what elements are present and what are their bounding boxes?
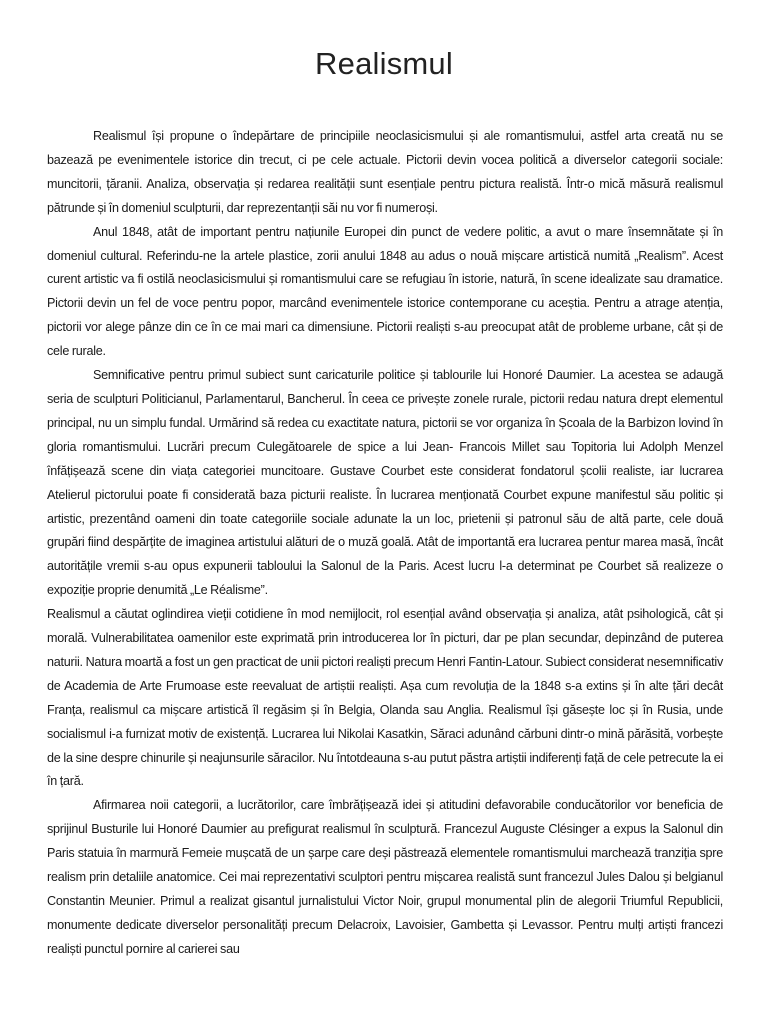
paragraph-4: Realismul a căutat oglindirea vieții cotidiene în mod nemijlocit, rol esențial având observația și analiza, atât psihologică, cât și morală. Vulnerabilitatea oamenilor este exprimată prin introducerea lor în picturi, dar pe plan secundar, depinzând de puterea naturii. Natura moartă a fost un gen practicat de unii pictori realiști precum Henri Fantin-Latour. Subiect considerat nesemnificativ de Academia de Arte Frumoase este reevaluat de artiștii realiști. Așa cum revoluția de la 1848 s-a extins și în alte țări decât Franța, realismul ca mișcare artistică îl regăsim și în Belgia, Olanda sau Anglia. Realismul își găsește loc și în Rusia, unde socialismul i-a furnizat motiv de existență. Lucrarea lui Nikolai Kasatkin, Săraci adunând cărbuni dintr-o mină părăsită, vorbește de la sine despre chinurile și neajunsurile săracilor. Nu întotdeauna s-au putut păstra artiștii indiferenți față de cele petrecute la ei în țară. xyxy=(47,607,723,789)
page-title: Realismul xyxy=(315,46,453,81)
document-body xyxy=(47,125,723,962)
paragraph-1: Realismul își propune o îndepărtare de principiile neoclasicismului și ale romantismului, astfel arta creată nu se bazează pe evenimentele istorice din trecut, ci pe cele actuale. Pictorii devin vocea politică a diverselor categorii sociale: muncitorii, țăranii. Analiza, observația și redarea realității sunt esențiale pentru pictura realistă. Într-o mică măsură realismul pătrunde și în domeniul sculpturii, dar reprezentanții săi nu vor fi numeroși. xyxy=(47,129,723,215)
paragraph-5: Afirmarea noii categorii, a lucrătorilor, care îmbrățișează idei și atitudini defavorabile conducătorilor vor beneficia de sprijinul Busturile lui Honoré Daumier au prefigurat realismul în sculptură. Francezul Auguste Clésinger a expus la Salonul din Paris statuia în marmură Femeie mușcată de un șarpe care deși păstrează elementele romantismului marchează tranziția spre realism prin detaliile anatomice. Cei mai reprezentativi sculptori pentru mișcarea realistă sunt francezul Jules Dalou și belgianul Constantin Meunier. Primul a realizat gisantul jurnalistului Victor Noir, grupul monumental plin de alegorii Triumful Republicii, monumente dedicate diverselor personalități precum Delacroix, Lavoisier, Gambetta și Levassor. Pentru mulți artiști francezi realiști punctul pornire al carierei sau xyxy=(47,798,723,956)
paragraph-2: Anul 1848, atât de important pentru națiunile Europei din punct de vedere politic, a avut o mare însemnătate și în domeniul cultural. Referindu-ne la artele plastice, zorii anului 1848 au adus o nouă mișcare artistică numită „Realism”. Acest curent artistic va fi ostilă neoclasicismului și romantismului care se refugiau în istorie, natură, în scene idealizate sau dramatice. Pictorii devin un fel de voce pentru popor, marcând evenimentele istorice contemporane cu aceștia. Pentru a atrage atenția, pictorii vor alege pânze din ce în ce mai mari ca dimensiune. Pictorii realiști s-au preocupat atât de probleme urbane, cât și de cele rurale. xyxy=(47,224,723,359)
paragraph-3: Semnificative pentru primul subiect sunt caricaturile politice și tablourile lui Honoré Daumier. La acestea se adaugă seria de sculpturi Politicianul, Parlamentarul, Bancherul. În ceea ce privește zonele rurale, pictorii redau natura drept elementul principal, nu un simplu fundal. Urmărind să redea cu exactitate natura, pictorii se vor organiza în Școala de la Barbizon lovind în gloria romantismului. Lucrări precum Culegătoarele de spice a lui Jean- Francois Millet sau Topitoria lui Adolph Menzel înfățișează scene din viața categoriei muncitoare. Gustave Courbet este considerat fondatorul școlii realiste, iar lucrarea Atelierul pictorului poate fi considerată baza picturii realiste. În lucrarea menționată Courbet expune manifestul său politic și artistic, prezentând oameni din toate categoriile sociale adunate la un loc, prietenii și patronul său de altă parte, cele două grupări fiind despărțite de imaginea artistului alături de o muză goală. Atât de importantă era lucrarea pentur marea masă, încât autoritățile vremii s-au opus expunerii tabloului la Salonul de la Paris. Acest lucru l-a determinat pe Courbet să realizeze o expoziție proprie denumită „Le Réalisme”. xyxy=(47,368,723,598)
